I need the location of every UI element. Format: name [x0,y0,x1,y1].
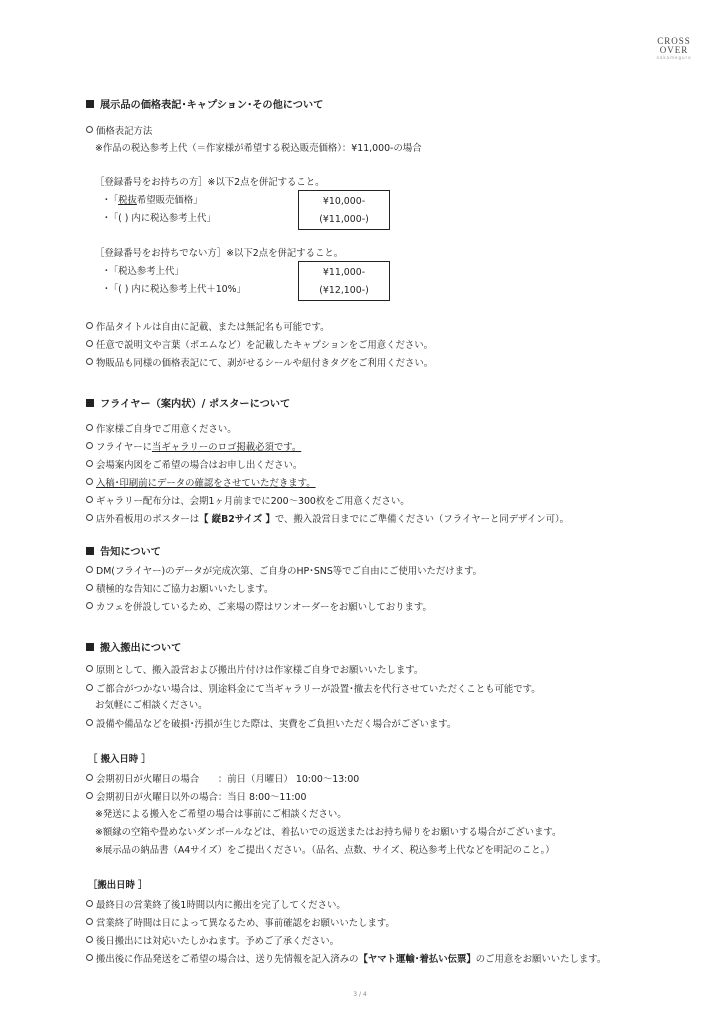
list-item: 積極的な告知にご協力お願いいたします。 [86,584,273,594]
unregistered-header: ［登録番号をお持ちでない方］※以下2点を併記すること。 [95,248,344,259]
list-item: カフェを併設しているため、ご来場の際はワンオーダーをお願いしております。 [86,602,432,612]
circle-bullet-icon [86,340,93,347]
square-bullet-icon [86,547,94,555]
square-bullet-icon [86,399,94,407]
removal-date-header: ［搬出日時 ］ [88,880,148,891]
list-item: 作家様ご自身でご用意ください。 [86,424,237,434]
install-note: ※展示品の納品書（A4サイズ）をご提出ください。（品名、点数、サイズ、税込参考上代などを明記のこと。） [95,845,555,856]
circle-bullet-icon [86,478,93,485]
list-item: 店外看板用のポスターは【 縦B2サイズ 】で、搬入設営日までにご準備ください（フライヤーと同デザイン可）。 [86,514,569,524]
circle-bullet-icon [86,684,93,691]
list-item: 会期初日が火曜日の場合 ：前日（月曜日） 10:00～13:00 [86,774,359,784]
price-value: ¥10,000- [322,196,366,207]
unregistered-item-2: ･「( ) 内に税込参考上代＋10%」 [104,284,246,295]
list-item: ギャラリー配布分は、会期1ヶ月前までに200～300枚をご用意ください。 [86,496,410,506]
section-heading-announcement [86,547,161,558]
logo-sub-text: nakameguro [656,55,692,60]
price-value: ¥11,000- [322,267,366,278]
circle-bullet-icon [86,602,93,609]
list-item: DM(フライヤー)のデータが完成次第、ご自身のHP･SNS等でご自由にご使用いただけます。 [86,566,482,576]
circle-bullet-icon [86,918,93,925]
circle-bullet-icon [86,358,93,365]
registered-header: ［登録番号をお持ちの方］※以下2点を併記すること。 [95,177,325,188]
list-item: 作品タイトルは自由に記載、または無記名も可能です。 [86,322,329,332]
list-item: フライヤーに当ギャラリーのロゴ掲載必須です。 [86,442,301,452]
circle-bullet-icon [86,322,93,329]
circle-bullet-icon [86,126,93,133]
circle-bullet-icon [86,900,93,907]
list-item: ご都合がつかない場合は、別途料金にて当ギャラリーが設置･撤去を代行させていただくことも可能です。 [86,684,541,694]
unregistered-item-1: ･「税込参考上代」 [104,266,184,277]
price-value: (¥11,000-) [319,214,369,225]
section-heading-pricing [86,100,323,111]
logo-main-text: CROSS OVER [657,36,691,55]
circle-bullet-icon [86,584,93,591]
circle-bullet-icon [86,566,93,573]
circle-bullet-icon [86,514,93,521]
square-bullet-icon [86,100,94,108]
section-heading-text: 展示品の価格表記･キャプション･その他について [100,100,324,111]
list-item: 入稿･印刷前にデータの確認をさせていただきます。 [86,478,316,488]
circle-bullet-icon [86,774,93,781]
circle-bullet-icon [86,442,93,449]
circle-bullet-icon [86,719,93,726]
circle-bullet-icon [86,954,93,961]
registered-item-2: ･「( ) 内に税込参考上代」 [104,213,216,224]
list-item: 会場案内図をご希望の場合はお申し出ください。 [86,460,302,470]
pricing-example-note: ※作品の税込参考上代（＝作家様が希望する税込販売価格）：¥11,000-の場合 [95,143,422,154]
section-heading-installation [86,643,181,654]
square-bullet-icon [86,643,94,651]
price-box-unregistered [298,261,390,301]
section-heading-text: 告知について [100,547,161,558]
page-number: 3 / 4 [353,991,367,998]
price-box-registered [298,190,390,230]
list-item [86,126,152,136]
list-item: 営業終了時間は日によって異なるため、事前確認をお願いいたします。 [86,918,395,928]
section-heading-text: 搬入搬出について [100,643,182,654]
list-item-text: 価格表記方法 [96,126,153,137]
circle-bullet-icon [86,460,93,467]
list-item: 任意で説明文や言葉（ポエムなど）を記載したキャプションをご用意ください。 [86,340,433,350]
circle-bullet-icon [86,792,93,799]
circle-bullet-icon [86,936,93,943]
section-heading-text: フライヤー（案内状）/ ポスターについて [100,399,291,410]
list-item: 最終日の営業終了後1時間以内に搬出を完了してください。 [86,900,346,910]
list-item: 設備や備品などを破損･汚損が生じた際は、実費をご負担いただく場合がございます。 [86,719,456,729]
brand-logo [642,37,706,60]
circle-bullet-icon [86,424,93,431]
install-note: ※額縁の空箱や畳めないダンボールなどは、着払いでの返送またはお持ち帰りをお願いする場合がございます。 [95,827,562,838]
list-item: 原則として、搬入設営および搬出片付けは作家様ご自身でお願いいたします。 [86,665,423,675]
list-item: 搬出後に作品発送をご希望の場合は、送り先情報を記入済みの【ヤマト運輸･着払い伝票】のご用意をお願いいたします。 [86,954,606,964]
list-item: 後日搬出には対応いたしかねます。予めご了承ください。 [86,936,339,946]
install-date-header: ［ 搬入日時 ］ [88,754,151,765]
registered-item-1: ･「税抜希望販売価格」 [104,195,203,206]
section-heading-flyer [86,399,290,410]
list-item: 物販品も同様の価格表記にて、剥がせるシールや紐付きタグをご利用ください。 [86,358,433,368]
circle-bullet-icon [86,665,93,672]
price-value: (¥12,100-) [319,285,369,296]
list-item-continuation: お気軽にご相談ください。 [95,700,208,711]
circle-bullet-icon [86,496,93,503]
install-note: ※発送による搬入をご希望の場合は事前にご相談ください。 [95,809,347,820]
list-item: 会期初日が火曜日以外の場合：当日 8:00～11:00 [86,792,306,802]
